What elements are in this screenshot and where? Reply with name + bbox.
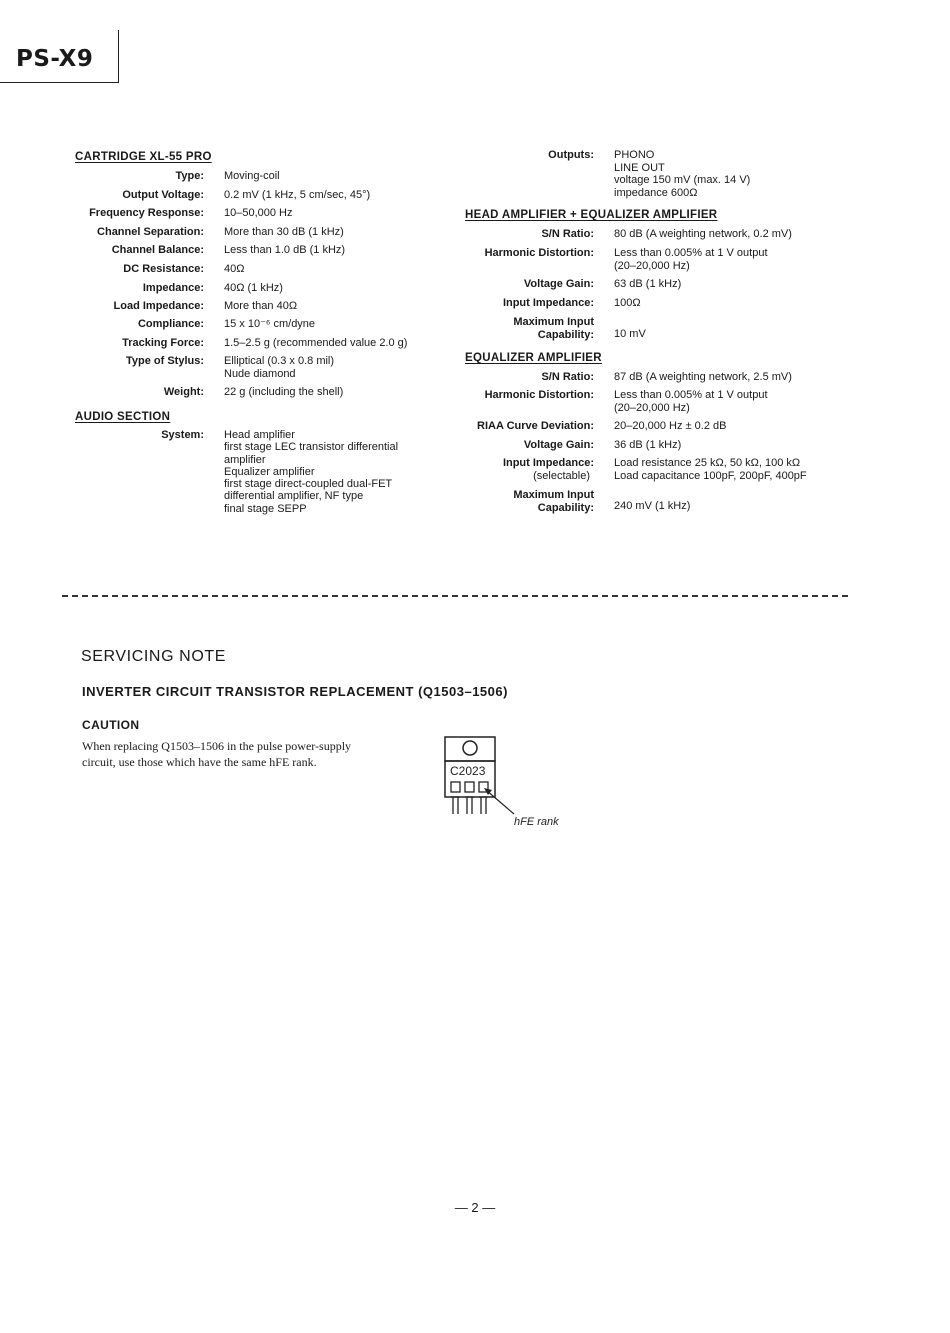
spec-label: Frequency Response:	[89, 207, 204, 219]
spec-value: Less than 0.005% at 1 V output (20–20,000 Hz)	[614, 389, 768, 414]
caution-label: CAUTION	[82, 718, 140, 732]
spec-label: Maximum Input Capability:	[513, 316, 594, 341]
spec-value: 40Ω (1 kHz)	[224, 282, 283, 294]
rank-box	[465, 782, 474, 792]
spec-value: 80 dB (A weighting network, 0.2 mV)	[614, 228, 792, 240]
eq-amplifier-header: EQUALIZER AMPLIFIER	[465, 352, 602, 364]
spec-label: Output Voltage:	[122, 189, 204, 201]
page-number: — 2 —	[454, 1200, 496, 1215]
head-eq-header: HEAD AMPLIFIER + EQUALIZER AMPLIFIER	[465, 209, 718, 221]
transistor-lead	[467, 797, 472, 814]
transistor-part-number: C2023	[450, 764, 486, 778]
hfe-rank-callout: hFE rank	[514, 816, 559, 828]
spec-label: RIAA Curve Deviation:	[477, 420, 594, 432]
spec-label: Tracking Force:	[122, 337, 204, 349]
spec-label: DC Resistance:	[123, 263, 204, 275]
spec-value: Elliptical (0.3 x 0.8 mil) Nude diamond	[224, 355, 335, 380]
spec-value: Head amplifier first stage LEC transistor differential amplifier Equalizer amplifier first stage direct-coupled dual-FET differential amplifier, NF type final stage SEPP	[224, 429, 399, 515]
spec-value: 87 dB (A weighting network, 2.5 mV)	[614, 371, 792, 383]
transistor-lead	[481, 797, 486, 814]
spec-label: Maximum Input Capability:	[513, 489, 594, 514]
right-spec-column	[460, 0, 940, 540]
spec-value: Less than 0.005% at 1 V output (20–20,000 Hz)	[614, 247, 768, 272]
spec-value: 63 dB (1 kHz)	[614, 278, 682, 290]
spec-label: Weight:	[163, 386, 204, 398]
audio-section-header: AUDIO SECTION	[75, 411, 171, 423]
servicing-subtitle: INVERTER CIRCUIT TRANSISTOR REPLACEMENT (Q1503–1506)	[82, 684, 508, 699]
spec-value: 22 g (including the shell)	[224, 386, 344, 398]
spec-label: S/N Ratio:	[541, 371, 594, 383]
spec-sublabel: (selectable)	[533, 470, 590, 482]
spec-label: S/N Ratio:	[541, 228, 594, 240]
spec-value: Load resistance 25 kΩ, 50 kΩ, 100 kΩ Load capacitance 100pF, 200pF, 400pF	[614, 457, 807, 482]
spec-value: 10–50,000 Hz	[224, 207, 293, 219]
spec-label: System:	[161, 429, 204, 441]
callout-arrow	[486, 790, 514, 814]
spec-label: Type:	[175, 170, 204, 182]
transistor-lead	[453, 797, 458, 814]
spec-label: Harmonic Distortion:	[484, 389, 594, 401]
spec-value: 240 mV (1 kHz)	[614, 500, 691, 512]
spec-label: Channel Balance:	[111, 244, 204, 256]
spec-value: 10 mV	[614, 328, 646, 340]
spec-value: 36 dB (1 kHz)	[614, 439, 682, 451]
spec-label: Input Impedance:	[502, 457, 594, 469]
caution-text: When replacing Q1503–1506 in the pulse power-supply circuit, use those which have the same hFE rank.	[82, 739, 352, 769]
spec-value: PHONO LINE OUT voltage 150 mV (max. 14 V) impedance 600Ω	[614, 149, 751, 199]
spec-value: More than 40Ω	[224, 300, 298, 312]
spec-label: Input Impedance:	[502, 297, 594, 309]
rank-box	[451, 782, 460, 792]
spec-label: Type of Stylus:	[125, 355, 204, 367]
spec-value: 0.2 mV (1 kHz, 5 cm/sec, 45°)	[224, 189, 371, 201]
cartridge-header: CARTRIDGE XL-55 PRO	[75, 151, 212, 163]
section-divider	[62, 595, 848, 597]
spec-label: Compliance:	[137, 318, 204, 330]
spec-label: Load Impedance:	[113, 300, 204, 312]
left-spec-column	[0, 0, 470, 540]
model-title: PS-X9	[16, 46, 94, 72]
spec-label: Voltage Gain:	[523, 439, 594, 451]
spec-value: 1.5–2.5 g (recommended value 2.0 g)	[224, 337, 408, 349]
spec-label: Channel Separation:	[97, 226, 204, 238]
spec-label: Outputs:	[548, 149, 594, 161]
spec-value: 40Ω	[224, 263, 245, 275]
servicing-note-title: SERVICING NOTE	[81, 648, 227, 665]
spec-label: Harmonic Distortion:	[484, 247, 594, 259]
spec-value: 20–20,000 Hz ± 0.2 dB	[614, 420, 727, 432]
transistor-diagram	[438, 732, 588, 832]
spec-value: 15 x 10⁻⁶ cm/dyne	[224, 318, 316, 330]
mounting-hole-icon	[463, 741, 477, 755]
spec-value: 100Ω	[614, 297, 641, 309]
spec-value: Moving-coil	[224, 170, 280, 182]
spec-label: Impedance:	[142, 282, 204, 294]
spec-value: Less than 1.0 dB (1 kHz)	[224, 244, 346, 256]
spec-value: More than 30 dB (1 kHz)	[224, 226, 344, 238]
spec-label: Voltage Gain:	[523, 278, 594, 290]
